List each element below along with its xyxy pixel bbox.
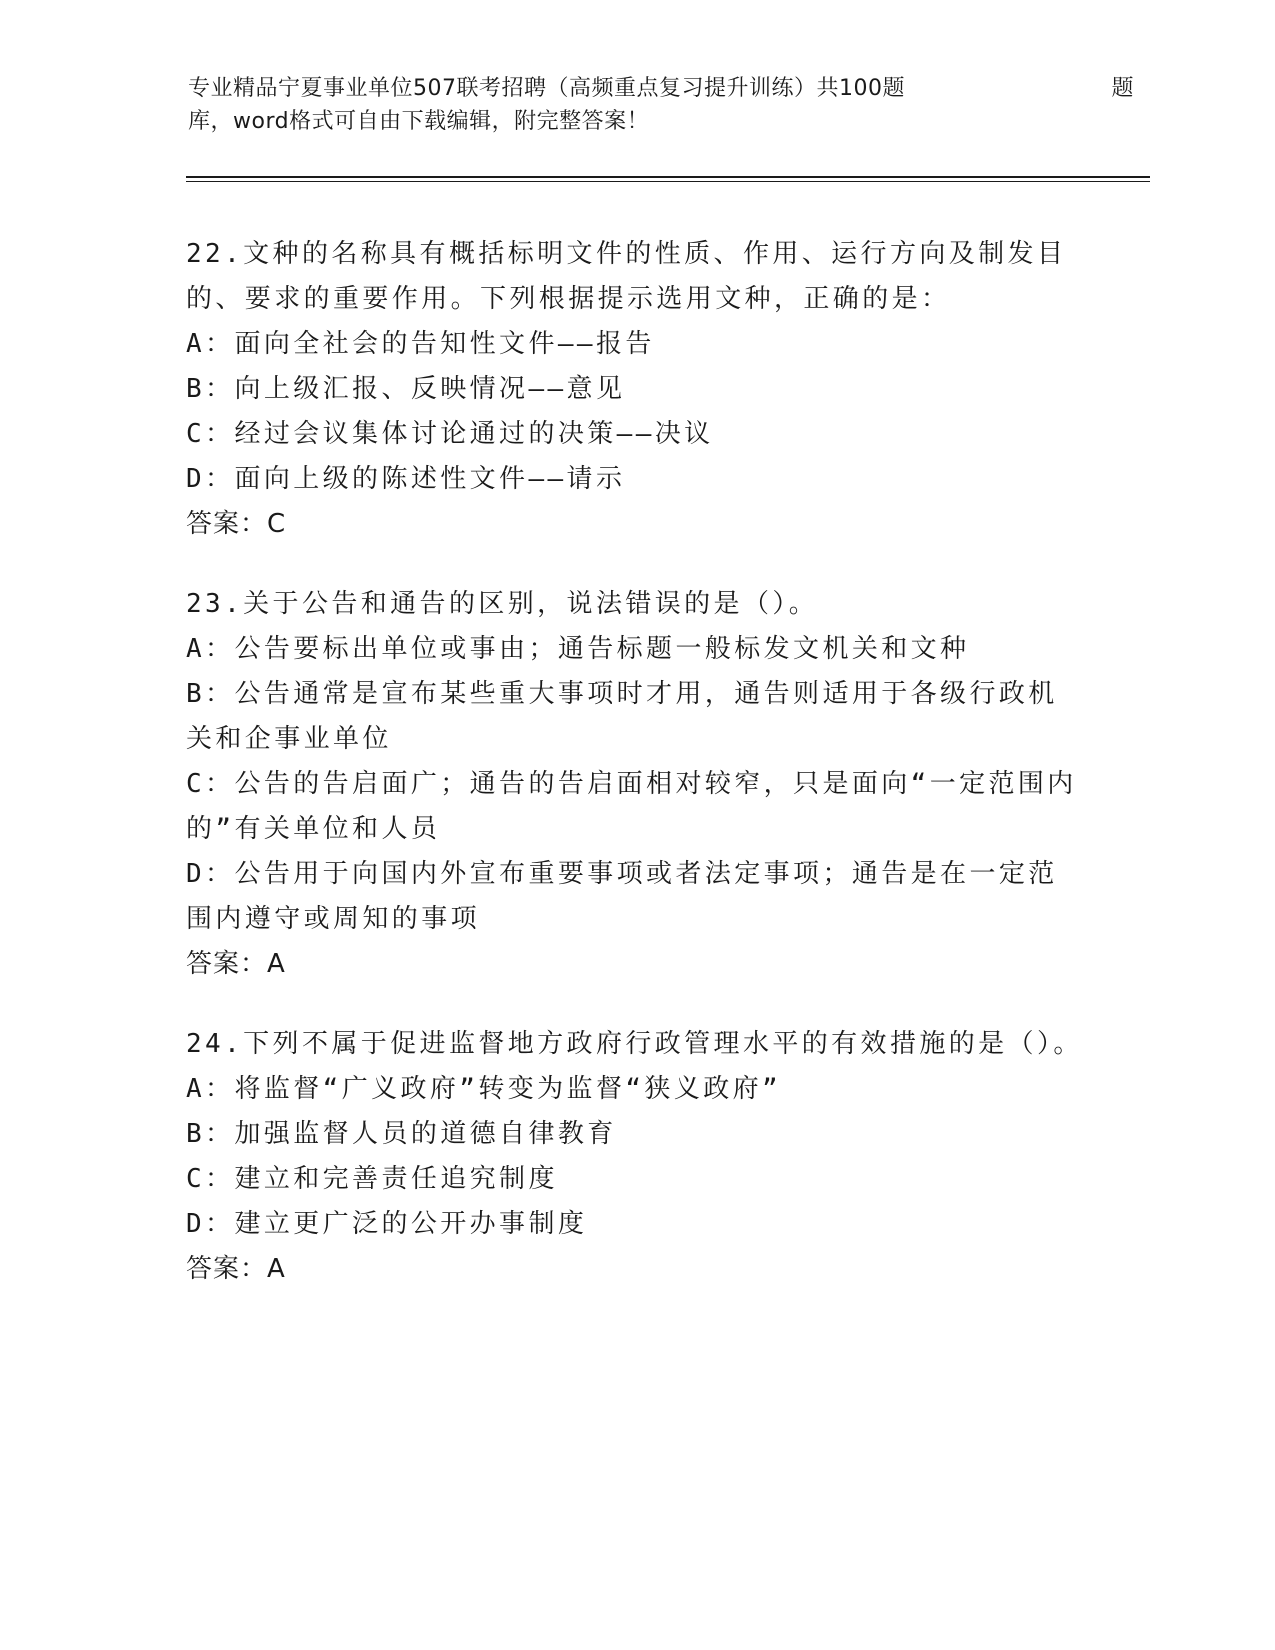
document-header xyxy=(188,72,1148,138)
question-stem: 23.关于公告和通告的区别，说法错误的是（）。 xyxy=(186,589,819,619)
header-line-1 xyxy=(188,72,1148,105)
question-24 xyxy=(186,1022,1086,1292)
header-title-tail: 题 xyxy=(1111,76,1134,101)
option-c: C：经过会议集体讨论通过的决策——决议 xyxy=(186,419,714,449)
option-d: D：公告用于向国内外宣布重要事项或者法定事项；通告是在一定范围内遵守或周知的事项 xyxy=(186,859,1058,934)
option-b: B：向上级汇报、反映情况——意见 xyxy=(186,374,626,404)
header-title: 专业精品宁夏事业单位507联考招聘（高频重点复习提升训练）共100题 xyxy=(188,76,905,101)
option-c: C：建立和完善责任追究制度 xyxy=(186,1164,558,1194)
header-divider-thick xyxy=(186,176,1150,178)
answer-line: 答案：A xyxy=(186,1254,286,1284)
option-a: A：将监督“广义政府”转变为监督“狭义政府” xyxy=(186,1074,782,1104)
question-stem: 24.下列不属于促进监督地方政府行政管理水平的有效措施的是（）。 xyxy=(186,1029,1083,1059)
option-d: D：面向上级的陈述性文件——请示 xyxy=(186,464,626,494)
option-a: A：公告要标出单位或事由；通告标题一般标发文机关和文种 xyxy=(186,634,970,664)
header-divider-thin xyxy=(186,181,1150,182)
answer-line: 答案：A xyxy=(186,949,286,979)
question-22 xyxy=(186,232,1086,547)
question-stem: 22.文种的名称具有概括标明文件的性质、作用、运行方向及制发目的、要求的重要作用。下列根据提示选用文种，正确的是： xyxy=(186,239,1067,314)
option-b: B：公告通常是宣布某些重大事项时才用，通告则适用于各级行政机关和企事业单位 xyxy=(186,679,1058,754)
option-b: B：加强监督人员的道德自律教育 xyxy=(186,1119,617,1149)
option-a: A：面向全社会的告知性文件——报告 xyxy=(186,329,655,359)
option-c: C：公告的告启面广；通告的告启面相对较窄，只是面向“一定范围内的”有关单位和人员 xyxy=(186,769,1077,844)
option-d: D：建立更广泛的公开办事制度 xyxy=(186,1209,588,1239)
question-23 xyxy=(186,582,1086,987)
question-list xyxy=(186,232,1086,1327)
answer-line: 答案：C xyxy=(186,509,287,539)
header-line-2: 库，word格式可自由下载编辑，附完整答案！ xyxy=(188,109,650,134)
